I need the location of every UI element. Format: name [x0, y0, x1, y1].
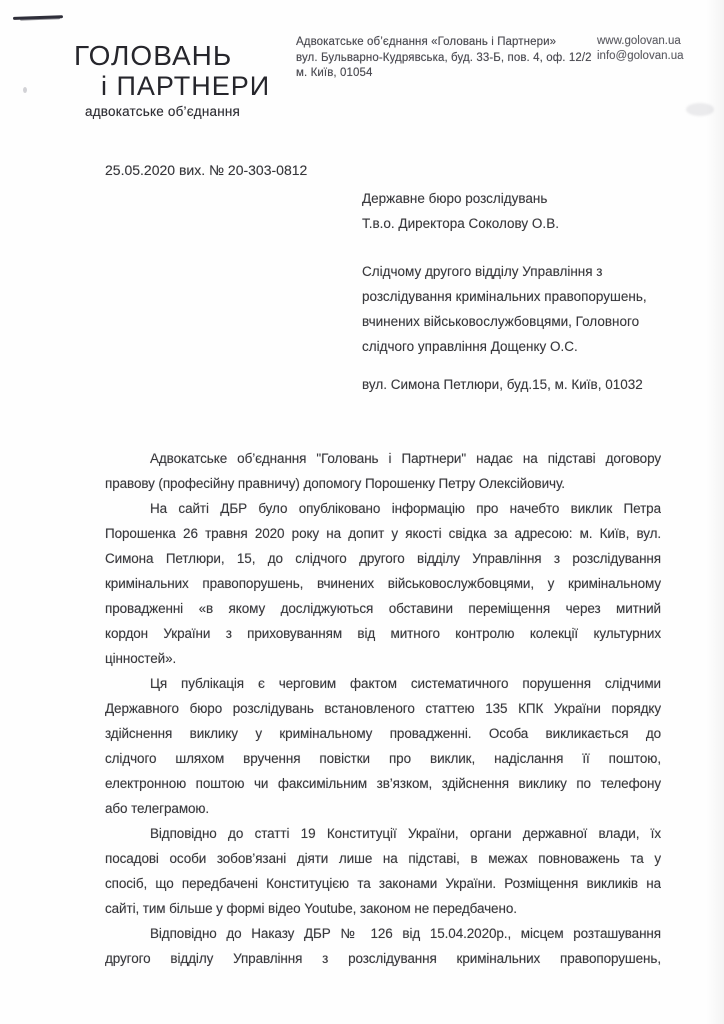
paragraph-line: правову (професійну правничу) допомогу Порошенку Петру Олексійовичу.: [105, 476, 565, 491]
paragraph-line: цінностей».: [105, 651, 177, 666]
recipient-line: вчинених військовослужбовцями, Головного: [362, 314, 640, 329]
paragraph-line: сайті, тим більше у формі відео Youtube, законом не передбачено.: [105, 901, 517, 916]
recipient-group: [362, 186, 647, 236]
recipient-line: Слідчому другого відділу Управління з: [362, 264, 603, 279]
logo-line-1: ГОЛОВАНЬ: [74, 40, 233, 71]
paragraph-line: кордон України з приховуванням від митного контролю колекції культурних: [105, 626, 661, 641]
paragraph-line: здійснення виклику у кримінальному провадженні. Особа викликається до: [105, 726, 661, 741]
paragraph-line: Симона Петлюри, 15, до слідчого другого відділу Управління з розслідування: [105, 551, 661, 566]
scan-artifact-pen-mark: [13, 12, 65, 23]
scan-edge-shade: [706, 0, 724, 1024]
firm-logo: [74, 40, 270, 119]
recipient-line: Державне бюро розслідувань: [362, 191, 548, 206]
paragraph-line: спосіб, що передбачені Конституцією та законами України. Розміщення викликів на: [105, 876, 661, 891]
letter-body: [105, 446, 661, 971]
paragraph-line: провадженні «в якому досліджуються обставини переміщення через митний: [105, 601, 661, 616]
paragraph-line: На сайті ДБР було опубліковано інформацію про начебто виклик Петра: [150, 501, 661, 516]
reference-line: 25.05.2020 вих. № 20-303-0812: [105, 162, 308, 178]
firm-email: info@golovan.ua: [597, 50, 684, 62]
logo-tagline: адвокатське об’єднання: [85, 104, 241, 119]
paragraph-line: другого відділу Управління з розслідування кримінальних правопорушень,: [105, 951, 661, 966]
paragraph-line: слідчого шляхом вручення повістки про виклик, надіслання її поштою,: [105, 751, 661, 766]
recipient-group: [362, 259, 647, 359]
recipient-line: слідчого управління Дощенку О.С.: [362, 339, 578, 354]
paragraph-line: посадові особи зобов’язані діяти лише на підставі, в межах повноважень та у: [105, 851, 661, 866]
paragraph-line: Відповідно до статті 19 Конституції України, органи державної влади, їх: [150, 826, 661, 841]
paragraph-line: або телеграмою.: [105, 801, 210, 816]
firm-address-line: вул. Бульварно-Кудрявська, буд. 33-Б, пов. 4, оф. 12/2: [296, 51, 592, 64]
recipient-line: вул. Симона Петлюри, буд.15, м. Київ, 01032: [362, 377, 643, 392]
paragraph-line: кримінальних правопорушень, вчинених військовослужбовцями, у кримінальному: [105, 576, 661, 591]
recipient-group: [362, 372, 647, 397]
firm-address-line: м. Київ, 01054: [296, 67, 373, 79]
firm-address: [296, 35, 592, 82]
firm-contacts: [597, 34, 684, 64]
paragraph-line: електронною поштою чи факсимільним зв’язком, здійснення виклику по телефону: [105, 776, 661, 791]
recipient-line: Т.в.о. Директора Соколову О.В.: [362, 216, 559, 231]
paragraph-line: Адвокатське об’єднання "Головань і Партнери" надає на підставі договору: [150, 451, 661, 466]
paragraph-line: Ця публікація є черговим фактом систематичного порушення слідчими: [150, 676, 661, 691]
paragraph-line: Порошенка 26 травня 2020 року на допит у якості свідка за адресою: м. Київ, вул.: [105, 526, 661, 541]
logo-line-2: і ПАРТНЕРИ: [101, 71, 271, 101]
scan-artifact-dot: [23, 87, 27, 93]
paragraph-line: Відповідно до Наказу ДБР № 126 від 15.04.2020р., місцем розташування: [150, 926, 661, 941]
paragraph-line: Державного бюро розслідувань встановленого статтею 135 КПК України порядку: [105, 701, 661, 716]
recipient-line: розслідування кримінальних правопорушень,: [362, 289, 647, 304]
firm-website: www.golovan.ua: [597, 35, 681, 47]
firm-address-line: Адвокатське об’єднання «Головань і Партнери»: [296, 36, 557, 48]
recipient-block: [362, 186, 647, 397]
